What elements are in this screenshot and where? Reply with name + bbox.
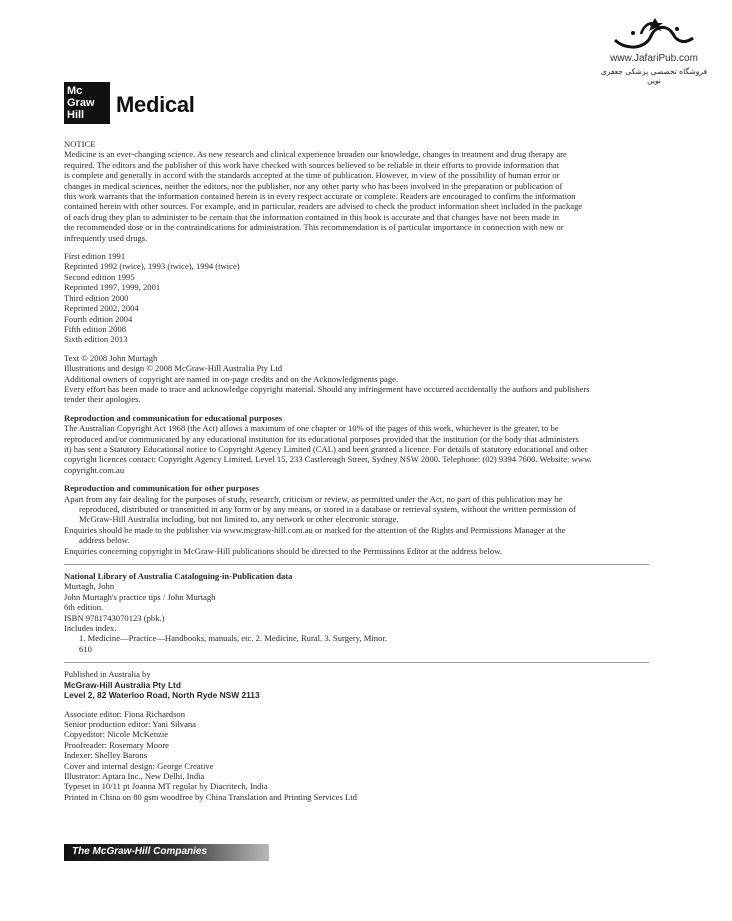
jafaripub-logo-icon (611, 14, 697, 52)
edition-line: Second edition 1995 (64, 271, 135, 282)
edition-line: Sixth edition 2013 (64, 334, 128, 345)
cataloguing-dewey: 610 (79, 643, 92, 654)
production-credits (64, 709, 649, 803)
cataloguing-section (64, 571, 649, 654)
footer-text: The McGraw-Hill Companies (72, 846, 208, 857)
notice-section (64, 139, 649, 243)
other-purposes-section (64, 483, 649, 556)
copyright-line: Text © 2008 John Murtagh (64, 352, 158, 363)
edition-line: Reprinted 1992 (twice), 1993 (twice), 1994 (twice) (64, 261, 240, 272)
section-divider (64, 662, 649, 663)
cataloguing-line: ISBN 9781743070123 (pbk.) (64, 612, 165, 623)
mcgraw-hill-companies-footer (64, 844, 269, 861)
edition-line: Fifth edition 2008 (64, 323, 127, 334)
credit-line: Indexer: Shelley Barons (64, 750, 148, 761)
credit-line: Copyeditor: Nicole McKenzie (64, 729, 169, 740)
jafaripub-watermark (594, 14, 714, 85)
notice-line: required. The editors and the publisher of this work have checked with sources believed to be reliable in their efforts to provide information that (64, 159, 560, 170)
watermark-url: www.JafariPub.com (610, 53, 698, 64)
cataloguing-line: Includes index. (64, 623, 117, 634)
notice-line: changes in medical sciences, neither the editors, nor the publisher, nor any other party who has been involved in the preparation or publication of (64, 180, 563, 191)
mcgraw-hill-medical-logo (64, 82, 195, 124)
educational-line: The Australian Copyright Act 1968 (the Act) allows a maximum of one chapter or 10% of the pages of this work, whichever is the greater, to be (64, 423, 559, 434)
publisher-address: Level 2, 82 Waterloo Road, North Ryde NSW 2113 (64, 690, 260, 701)
logo-line: Hill (67, 109, 85, 121)
educational-line: it) has sent a Statutory Educational notice to Copyright Agency Limited (CAL) and been granted a licence. For details of statutory educational and other (64, 443, 588, 454)
edition-line: Third edition 2000 (64, 292, 129, 303)
educational-section (64, 413, 649, 475)
credit-line: Associate editor: Fiona Richardson (64, 708, 186, 719)
notice-line: the recommended dose or in the contraindications for administration. This recommendation is of particular importance in connection with new or (64, 222, 564, 233)
copyright-line: tender their apologies. (64, 394, 141, 405)
copyright-content (64, 139, 649, 810)
other-purposes-line: Apart from any fair dealing for the purposes of study, research, criticism or review, as permitted under the Act, no part of this publication may be (64, 493, 563, 504)
educational-line: reproduced and/or communicated by any educational institution for its educational purposes provided that the institution (or the body that administers (64, 433, 579, 444)
copyright-line: Illustrations and design © 2008 McGraw-Hill Australia Pty Ltd (64, 363, 283, 374)
notice-heading: NOTICE (64, 139, 96, 149)
logo-line: Mc (67, 85, 83, 97)
copyright-line: Additional owners of copyright are named in on-page credits and on the Acknowledgments page. (64, 373, 399, 384)
credit-line: Illustrator: Aptara Inc., New Delhi, India (64, 770, 205, 781)
copyright-statements (64, 353, 649, 405)
notice-line: this work warrants that the information contained herein is in every respect accurate or complete. Readers are encouraged to confirm the information (64, 191, 576, 202)
section-divider (64, 564, 649, 565)
edition-line: First edition 1991 (64, 251, 126, 262)
other-purposes-line: reproduced, distributed or transmitted in any form or by any means, or stored in a database or retrieval system, without the written permission of (79, 504, 576, 514)
educational-line: copyright.com.au (64, 464, 125, 475)
notice-line: is complete and generally in accord with the standards accepted at the time of publication. However, in view of the possibility of human error or (64, 170, 560, 181)
educational-heading: Reproduction and communication for educational purposes (64, 412, 283, 423)
enquiries-line: Enquiries should be made to the publisher via www.mcgraw-hill.com.au or marked for the attention of the Rights and Permissions Manager at the (64, 524, 566, 535)
other-purposes-heading: Reproduction and communication for other purposes (64, 483, 260, 494)
cataloguing-line: Murtagh, John (64, 581, 115, 592)
educational-line: copyright licences contact: Copyright Agency Limited, Level 15, 233 Castlereagh Street, Sydney NSW 2000. Telephone: (02) 9394 7600. Website: www. (64, 454, 592, 465)
edition-line: Reprinted 2002, 2004 (64, 303, 139, 314)
notice-line: Medicine is an ever-changing science. As new research and clinical experience broaden our knowledge, changes in treatment and drug therapy are (64, 149, 567, 160)
permissions-line: Enquiries concerning copyright in McGraw-Hill publications should be directed to the Permissions Editor at the address below. (64, 545, 502, 556)
logo-line: Graw (67, 97, 95, 109)
medical-wordmark: Medical (116, 92, 195, 117)
credit-line: Cover and internal design: George Creative (64, 760, 214, 771)
edition-line: Fourth edition 2004 (64, 313, 133, 324)
watermark-caption: فروشگاه تخصصی پزشکی جعفری نوین (600, 67, 708, 85)
credit-line: Senior production editor: Yani Silvana (64, 718, 196, 729)
notice-line: contained herein with other sources. For example, and in particular, readers are advised to check the product information sheet included in the package (64, 201, 583, 212)
enquiries-line: address below. (79, 535, 130, 546)
credit-line: Printed in China on 80 gsm woodfree by China Translation and Printing Services Ltd (64, 791, 357, 802)
publisher-section (64, 669, 649, 700)
published-in: Published in Australia by (64, 669, 151, 680)
notice-line: infrequently used drugs. (64, 232, 148, 243)
notice-line: of each drug they plan to administer to be certain that the information contained in this book is accurate and that changes have not been made in (64, 211, 559, 222)
other-purposes-line: McGraw-Hill Australia including, but not limited to, any network or other electronic storage. (79, 514, 399, 525)
edition-line: Reprinted 1997, 1999, 2001 (64, 282, 161, 293)
mcgraw-hill-logo-box (64, 82, 110, 124)
publisher-name: McGraw-Hill Australia Pty Ltd (64, 679, 181, 690)
edition-history (64, 251, 649, 345)
credit-line: Proofreader: Rosemary Moore (64, 739, 170, 750)
credit-line: Typeset in 10/11 pt Joanna MT regular by Diacritech, India (64, 781, 268, 792)
cataloguing-line: 6th edition. (64, 602, 104, 613)
copyright-line: Every effort has been made to trace and acknowledge copyright material. Should any infringement have occurred accidentally the authors and publishers (64, 383, 590, 394)
cataloguing-subjects: 1. Medicine—Practice—Handbooks, manuals, etc. 2. Medicine, Rural. 3. Surgery, Minor. (79, 633, 387, 644)
cataloguing-heading: National Library of Australia Cataloguing-in-Publication data (64, 571, 293, 582)
cataloguing-line: John Murtagh's practice tips / John Murtagh (64, 591, 216, 602)
